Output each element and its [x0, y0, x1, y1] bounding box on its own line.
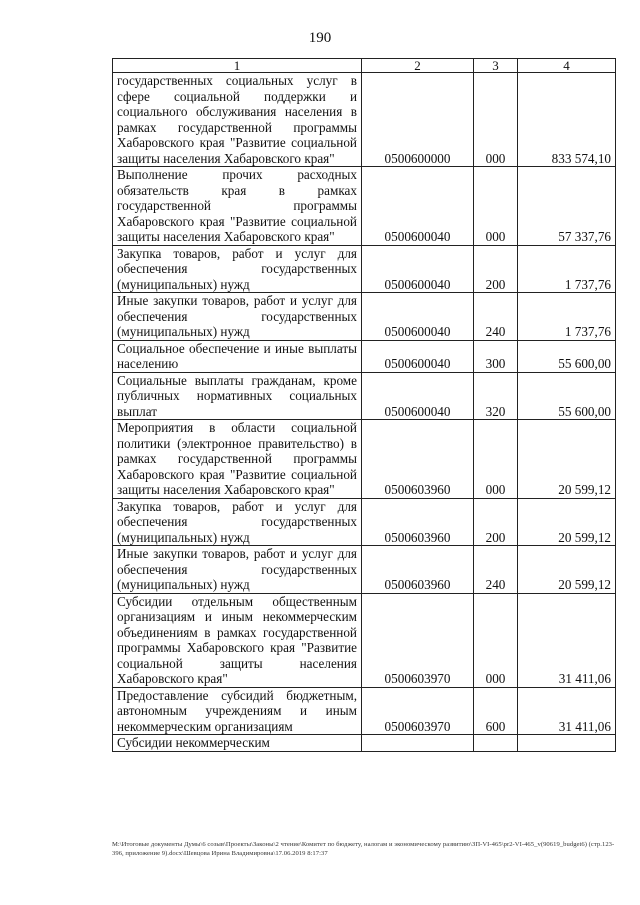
table-row [113, 546, 616, 594]
row-name: Иные закупки товаров, работ и услуг для обеспечения государственных (муниципальных) нужд [113, 546, 362, 594]
table-row [113, 340, 616, 372]
row-type: 000 [474, 420, 518, 499]
row-code: 0500600040 [362, 293, 474, 341]
table-row [113, 372, 616, 420]
row-type: 240 [474, 293, 518, 341]
column-header: 1 [113, 59, 362, 73]
row-code: 0500603970 [362, 687, 474, 735]
row-sum: 1 737,76 [518, 245, 616, 293]
table-row [113, 293, 616, 341]
table-row [113, 498, 616, 546]
row-code: 0500603960 [362, 420, 474, 499]
row-type: 320 [474, 372, 518, 420]
row-sum: 20 599,12 [518, 546, 616, 594]
row-type: 200 [474, 245, 518, 293]
row-sum: 55 600,00 [518, 372, 616, 420]
row-type: 200 [474, 498, 518, 546]
row-type: 300 [474, 340, 518, 372]
column-header: 2 [362, 59, 474, 73]
table-row [113, 687, 616, 735]
row-sum: 833 574,10 [518, 73, 616, 167]
table-row [113, 593, 616, 687]
row-type: 240 [474, 546, 518, 594]
row-name: государственных социальных услуг в сфере социальной поддержки и социального обслуживания населения в рамках государственной программы Хабаровского края "Развитие социальной защиты населения Хабаровского края" [113, 73, 362, 167]
document-footer-path: M:\Итоговые документы Думы\6 созыв\Проекты\Законы\2 чтение\Комитет по бюджету, налогам и экономическому развитию\ЗП-VI-465\pr2-VI-465_v(90619_budget6) (стр.123-396, приложение 9).docx\Шевцова Ирина Владимировна\17.06.2019 8:17:37 [112, 841, 615, 857]
row-code: 0500603960 [362, 546, 474, 594]
table-row-partial [113, 735, 616, 752]
table-row [113, 73, 616, 167]
row-type: 000 [474, 593, 518, 687]
row-sum: 57 337,76 [518, 167, 616, 246]
row-empty-cell [362, 735, 474, 752]
row-name: Иные закупки товаров, работ и услуг для обеспечения государственных (муниципальных) нужд [113, 293, 362, 341]
row-sum: 31 411,06 [518, 687, 616, 735]
row-sum: 20 599,12 [518, 420, 616, 499]
row-code: 0500600040 [362, 167, 474, 246]
row-name: Выполнение прочих расходных обязательств края в рамках государственной программы Хабаровского края "Развитие социальной защиты населения Хабаровского края" [113, 167, 362, 246]
row-code: 0500600040 [362, 372, 474, 420]
row-name: Закупка товаров, работ и услуг для обеспечения государственных (муниципальных) нужд [113, 245, 362, 293]
column-header: 3 [474, 59, 518, 73]
row-name: Субсидии отдельным общественным организациям и иным некоммерческим объединениям в рамках государственной программы Хабаровского края "Развитие социальной защиты населения Хабаровского края" [113, 593, 362, 687]
row-empty-cell [474, 735, 518, 752]
row-code: 0500600040 [362, 340, 474, 372]
row-sum: 55 600,00 [518, 340, 616, 372]
row-type: 000 [474, 167, 518, 246]
row-code: 0500600000 [362, 73, 474, 167]
row-name: Предоставление субсидий бюджетным, автономным учреждениям и иным некоммерческим организациям [113, 687, 362, 735]
row-name: Мероприятия в области социальной политики (электронное правительство) в рамках государственной программы Хабаровского края "Развитие социальной защиты населения Хабаровского края" [113, 420, 362, 499]
row-code: 0500603960 [362, 498, 474, 546]
row-type: 600 [474, 687, 518, 735]
column-header: 4 [518, 59, 616, 73]
row-sum: 31 411,06 [518, 593, 616, 687]
row-name: Социальные выплаты гражданам, кроме публичных нормативных социальных выплат [113, 372, 362, 420]
budget-table [112, 58, 616, 752]
table-row [113, 245, 616, 293]
row-name: Субсидии некоммерческим [113, 735, 362, 752]
row-type: 000 [474, 73, 518, 167]
row-empty-cell [518, 735, 616, 752]
row-code: 0500600040 [362, 245, 474, 293]
row-code: 0500603970 [362, 593, 474, 687]
page-number: 190 [308, 30, 332, 46]
row-name: Социальное обеспечение и иные выплаты населению [113, 340, 362, 372]
table-header-row [113, 59, 616, 73]
row-sum: 20 599,12 [518, 498, 616, 546]
table-row [113, 420, 616, 499]
table-row [113, 167, 616, 246]
row-name: Закупка товаров, работ и услуг для обеспечения государственных (муниципальных) нужд [113, 498, 362, 546]
row-sum: 1 737,76 [518, 293, 616, 341]
